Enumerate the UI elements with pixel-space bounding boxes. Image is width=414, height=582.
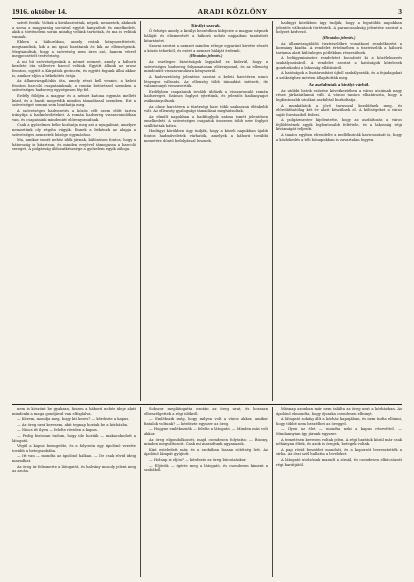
article-paragraph: Az olasz harctéren a tüzérségi harc több szakaszon élénkebb volt. Az ellenség gyalogsági támadásai meghiúsultak. bbox=[144, 104, 268, 114]
article-paragraph: — Eljövök — ígérte meg a látogató, és csendesen kiment a szobából. bbox=[144, 463, 268, 473]
article-paragraph: A hatóságok a lisztárusítást újból szabályozták, és a fejadagokat a szükséghez mérten állapították meg. bbox=[276, 71, 402, 80]
article-paragraph: — Holnap is eljön? — kérdezte az öreg búcsúzáskor. bbox=[149, 457, 247, 462]
article-paragraph: — Nincs itt ilyen — felelte röviden a kapus. bbox=[17, 428, 98, 433]
article-paragraph: — Emlékszik még, hogy milyen volt a város akkor, amikor fiatalok voltunk? — kérdezte egyszer az öreg. bbox=[144, 417, 268, 426]
article-paragraph: Kint esteledett már, és a szobában lassan sötétség lett. Az ápolónő lámpát gyújtott. bbox=[144, 447, 268, 457]
article-paragraph: Szavai szerint a nemzet minden rétege egyaránt kivette részét a közös teherből, és ezért a nemzet háláját érdemli. bbox=[144, 44, 268, 53]
article-paragraph: — Kérem, mondja meg, hogy kit keres? — kérdezte a kapus. bbox=[17, 417, 130, 422]
article-title: Királyi szavak. bbox=[191, 22, 221, 28]
article-paragraph: hadügyi körökben úgy tudják, hogy a legutóbbi napokban jelentős változások történtek. A parancsnokság jelentése szerint a helyzet kedvező. bbox=[276, 21, 402, 35]
article-paragraph: Végül a kapus beengedte, és a folyosón egy ápolónő vezette tovább a betegszobába. bbox=[12, 444, 136, 453]
article-paragraph: Erdély földjén a magyar és a német katona egymás mellett küzd, és a hazát megvédik minden támadással szemben. Ezt a szövetséget semmi sem bonthatja meg. bbox=[12, 93, 136, 108]
article-paragraph: Csak a győzelmes béke hozhatja meg azt a nyugalmat, amelyre nemzetünk oly régóta vágyik. Ennek a békének az alapja a szövetséges nemzetek hűsége egymáshoz. bbox=[12, 123, 136, 137]
article-paragraph: — Itt van — mondta az ápolónő halkan. — De csak rövid ideig maradhat. bbox=[12, 454, 136, 463]
page-number: 3 bbox=[398, 7, 402, 16]
column-divider bbox=[272, 21, 273, 401]
article-paragraph: A szövetséges hadvezetés a közös célt szem előtt tartva irányítja a hadműveleteket. A román hadsereg visszavonulóban van, és csapataink mindenütt előrenyomulnak. bbox=[12, 108, 136, 122]
article-paragraph: A hadvezetőség jelentése szerint a keleti harctéren nincs lényeges változás. Az ellenség több támadást intézett, de valamennyit visszavertük. bbox=[144, 74, 268, 89]
column-divider bbox=[140, 21, 141, 401]
article-paragraph: A látogató utolsónak maradt a sírnál, és csendesen elbúcsúzott régi barátjától. bbox=[276, 457, 402, 467]
article-paragraph: Másnap azonban már nem találta az öreg urat a kórházban. Az ápolónő elmondta, hogy éjszaka csendesen elhunyt. bbox=[276, 407, 402, 416]
article-paragraph: Az elmúlt napokban a hadifoglyok száma ismét jelentősen emelkedett. A szövetséges csapatok összesen több ezer foglyot szállítottak hátra. bbox=[144, 114, 268, 128]
bottom-column-1 bbox=[12, 407, 136, 577]
article-paragraph: A mi hű szövetségesünk a német nemzet, amely a háború kezdete óta vállvetve harcol velünk. Együtt állunk az orosz fronton, együtt a Kárpátok gerincén, és együtt fogunk állni akkor is, amikor eljön a békekötés órája. bbox=[12, 59, 136, 78]
article-paragraph: A pap rövid beszédet mondott, és a koporsót leeresztették a sírba. Az őszi szél hullatta a leveleket. bbox=[276, 447, 402, 457]
article-paragraph: Az államvizsgálódás óta, amely részt kell vennie, a keleti fronton harcoló csapatainknak, a román betöréssel szemben a szövetséges hadsereg egységesen lép fel. bbox=[12, 79, 136, 93]
article-paragraph: — Ilyen az élet — mondta neki a kapus részvéttel. — Mindannyian így járunk egyszer. bbox=[276, 427, 402, 436]
section-rule bbox=[12, 404, 402, 405]
header-rule bbox=[12, 18, 402, 19]
article-paragraph: nem is köszönt be gyakran, hiszen a háború nehéz ideje alatt mindenki a maga gondjával van elfoglalva. bbox=[12, 407, 136, 416]
column-3 bbox=[276, 21, 402, 401]
page-header bbox=[12, 6, 402, 17]
article-paragraph: Az esetleges bizottságok lapjaiból ez kiderül, hogy a szövetséges hadsereg folyamatosan előrenyomul, és az ellenség mindenütt visszavonulásra kényszerül. bbox=[144, 60, 268, 74]
article-paragraph: A temetésen kevesen voltak jelen. A régi barátok közül már csak néhányan éltek, és azok is öregek, betegek voltak. bbox=[276, 437, 402, 447]
article-subheading: (Hivatalos jelentés.) bbox=[189, 53, 223, 59]
issue-date: 1916. október 14. bbox=[12, 7, 67, 16]
article-subheading: (Hivatalos jelentés.) bbox=[322, 34, 356, 40]
article-paragraph: Az öreg úr felismerte a látogatót, és halvány mosoly jelent meg az arcán. bbox=[12, 464, 136, 474]
article-paragraph: A látogató sokáig állt a kórház kapujában, és nem tudta elhinni, hogy többé nem beszélhet az öreggel. bbox=[276, 417, 402, 426]
masthead: ARADI KÖZLÖNY bbox=[197, 7, 268, 16]
column-2 bbox=[144, 21, 268, 401]
article-paragraph: Az utóbbi hetek esőzése következtében a város utcáinak nagy része járhatatlanná vált. A városi tanács elhatározta, hogy a legfontosabb utcákat aszfalttal burkoltatja. bbox=[276, 88, 402, 102]
article-paragraph: Erdélyben csapataink tovább üldözik a visszavonuló román hadsereget. Számos foglyot ejtettünk, és jelentős hadianyagot zsákmányoltunk. bbox=[144, 89, 268, 103]
article-paragraph: szívét festik. Voltak a kiválasztottak, népek, nemzetek, akiknek a sorsa a magyarság sorsával együtt hanyatlott és emelkedett, akik a történelem során mindig velünk tartottak, és ma is velünk vannak. bbox=[12, 21, 136, 39]
article-paragraph: Az öreg elgondolkozott, majd csendesen folytatta: — Bizony, minden megváltozott. Csak mi maradtunk ugyanazok. bbox=[144, 437, 268, 447]
article-paragraph: Az államvizsgálódó tisztviselőkre vonatkozó rendelkezést a kormány kiadta. A rendelet értelmében a tisztviselők a háború tartama alatt különleges pótlékban részesülnek. bbox=[276, 41, 402, 55]
article-paragraph: Sokszor meglátogatta ezután az öreg urat, és hosszan elbeszélgettek a régi időkről. bbox=[144, 407, 268, 416]
article-paragraph: — Az öreg urat keresem, akit tegnap hoztak be a kórházba. bbox=[17, 422, 129, 427]
column-divider bbox=[140, 407, 141, 577]
article-paragraph: A munkálatok a jövő tavasszal kezdődnek meg, és előreláthatólag két év alatt készülnek el. A költségeket a város saját forrásaiból fedezi. bbox=[276, 103, 402, 117]
article-title: Az aszfaltutak a királyi várból. bbox=[308, 81, 370, 87]
article-paragraph: Hadügyi körökben úgy tudják, hogy a közeli napokban újabb fontos hadműveletek várhatók, amelyek a háború további menetére döntő befolyással lesznek. bbox=[144, 129, 268, 143]
bottom-column-2 bbox=[144, 407, 268, 577]
article-paragraph: A belügyminiszter rendeletet bocsátott ki a közélelmezés szabályozásáról. A rendelet szerint a hatóságok kötelesek gondoskodni a lakosság ellátásáról. bbox=[276, 56, 402, 70]
article-paragraph: Ebben a háborúban, amely reánk kényszeríttetett, megtanultuk, kik a mi igazi barátaink és kik az ellenségeink. Megtanultuk, hogy a szövetség nem üres szó, hanem vérrel megpecsételt testvériség. bbox=[12, 40, 136, 59]
column-1 bbox=[12, 21, 136, 401]
article-paragraph: Ma, amikor ismét nehéz idők járnak, különösen fontos, hogy a hátország is kitartson, és minden erejével támogassa a harcoló sereget. A polgárság áldozatkészsége a győzelem egyik záloga. bbox=[12, 138, 136, 152]
article-paragraph: — Hogyne emlékeznék — felelte a látogató. — Minden más volt akkor. bbox=[144, 427, 268, 436]
article-paragraph: — Pedig biztosan tudom, hogy ide hozták — makacskodott a látogató. bbox=[12, 433, 136, 443]
bottom-column-3 bbox=[276, 407, 402, 577]
column-divider bbox=[272, 407, 273, 577]
article-paragraph: A tanács egyben elrendelte a mellékutcák kavicsozását is, hogy a közlekedés a téli hónapokban is zavartalan legyen. bbox=[276, 133, 402, 142]
article-paragraph: A polgármester kijelentette, hogy az aszfaltozás a város fejlődésének egyik legfontosabb feltétele, és a lakosság régi kívánságát teljesíti. bbox=[276, 118, 402, 132]
article-paragraph: Ö felsége amely a királyi beszédben kifejezte a magyar népnek háláját és elismerését a háború nehéz napjaiban tanúsított kitartásért. bbox=[144, 29, 268, 43]
